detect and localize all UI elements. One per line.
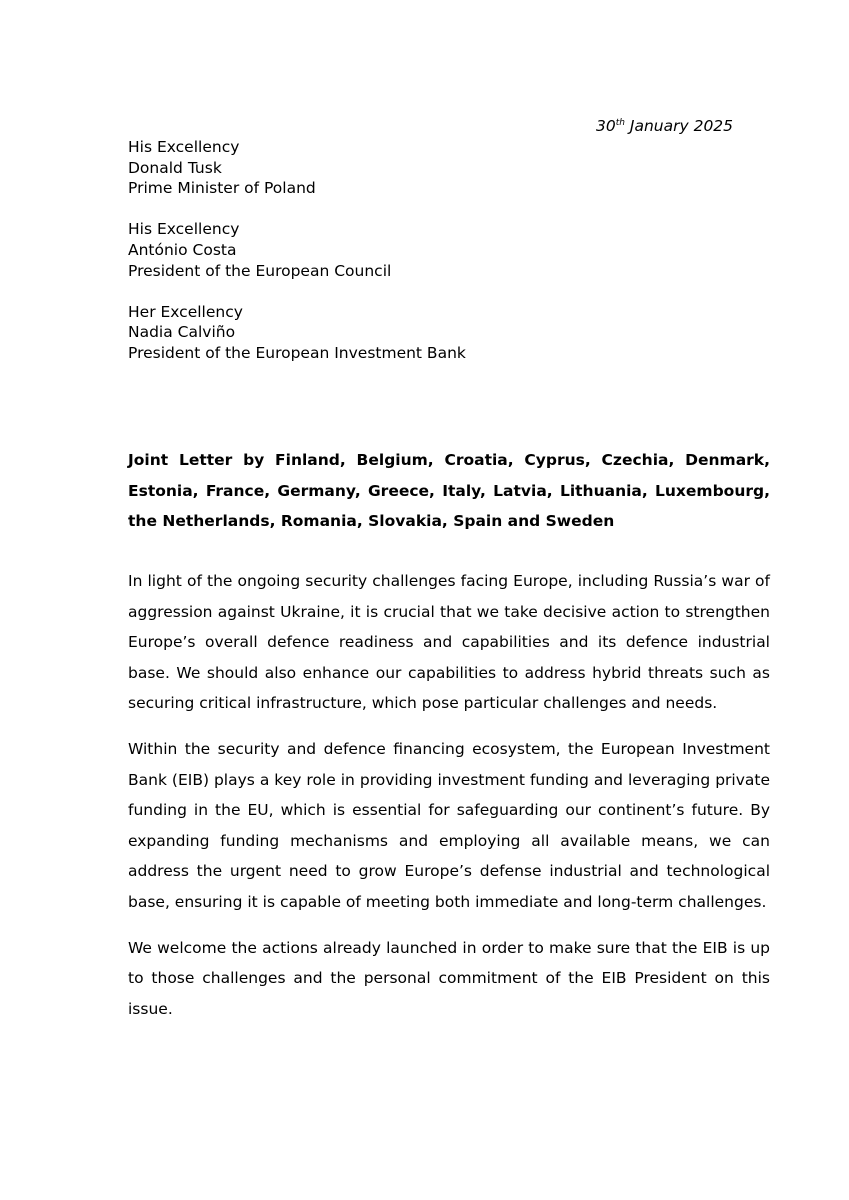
date-day: 30	[596, 117, 616, 135]
letter-subject: Joint Letter by Finland, Belgium, Croatia, Cyprus, Czechia, Denmark, Estonia, France, Germany, Greece, Italy, Latvia, Lithuania, Luxembourg, the Netherlands, Romania, Slovakia, Spain and Sweden	[128, 451, 770, 531]
recipient-tusk	[128, 137, 728, 199]
recipient-calvino	[128, 302, 728, 364]
recipient-name: Donald Tusk	[128, 158, 222, 177]
recipient-name: António Costa	[128, 240, 237, 259]
recipient-name: Nadia Calviño	[128, 323, 236, 342]
recipient-costa	[128, 219, 728, 281]
body-paragraph-3: We welcome the actions already launched in order to make sure that the EIB is up to those challenges and the personal commitment of the EIB President on this issue.	[128, 938, 770, 1018]
recipient-salutation: His Excellency	[128, 220, 240, 239]
body-paragraph-1: In light of the ongoing security challenges facing Europe, including Russia’s war of aggression against Ukraine, it is crucial that we take decisive action to strengthen Europe’s overall defence readiness and capabilities and its defence industrial base. We should also enhance our capabilities to address hybrid threats such as securing critical infrastructure, which pose particular challenges and needs.	[128, 572, 770, 713]
date-month-year: January 2025	[624, 117, 734, 135]
recipient-salutation: Her Excellency	[128, 302, 243, 321]
recipient-salutation: His Excellency	[128, 138, 240, 156]
letter-date	[596, 116, 733, 137]
body-paragraph-2: Within the security and defence financing ecosystem, the European Investment Bank (EIB) plays a key role in providing investment funding and leveraging private funding in the EU, which is essential for safeguarding our continent’s future. By expanding funding mechanisms and employing all available means, we can address the urgent need to grow Europe’s defense industrial and technological base, ensuring it is capable of meeting both immediate and long-term challenges.	[128, 739, 770, 911]
letter-body	[128, 566, 770, 1039]
recipient-title: President of the European Council	[128, 261, 392, 280]
date-ordinal-suffix: th	[615, 117, 625, 128]
recipient-title: President of the European Investment Bank	[128, 343, 466, 362]
recipient-title: Prime Minister of Poland	[128, 179, 316, 198]
recipients-block	[128, 137, 728, 384]
